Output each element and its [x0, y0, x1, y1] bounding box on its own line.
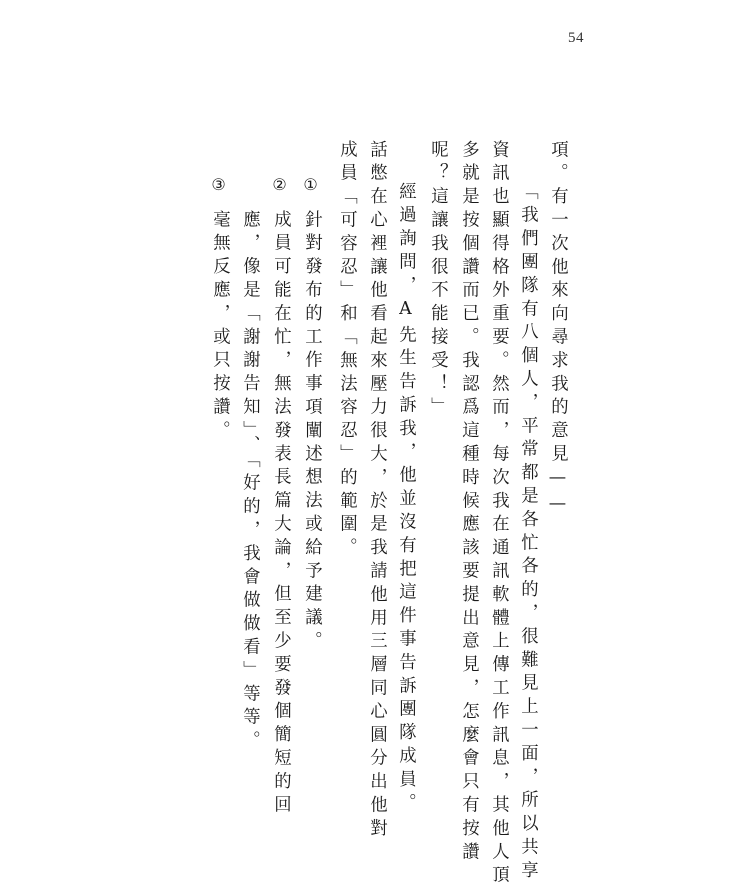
text-column: 呢？這讓我很不能接受！」	[427, 140, 448, 421]
text-column: 「我們團隊有八個人，平常都是各忙各的，很難見上一面，所以共享	[517, 182, 538, 884]
text-column: 經過詢問，A先生告訴我，他並沒有把這件事告訴團隊成員。	[395, 182, 416, 817]
text-column: 成員「可容忍」和「無法容忍」的範圍。	[336, 140, 357, 562]
list-item-3-line: 毫無反應，或只按讚。	[209, 210, 230, 444]
text-column: 多就是按個讚而已。我認爲這種時候應該要提出意見，怎麼會只有按讚	[458, 140, 479, 866]
list-item-1-line: 針對發布的工作事項闡述想法或給予建議。	[301, 210, 322, 655]
text-column: 話憋在心裡讓他看起來壓力很大，於是我請他用三層同心圓分出他對	[366, 140, 387, 842]
page-number: 54	[568, 30, 584, 46]
text-column: 項。有一次他來向尋求我的意見——	[547, 140, 568, 520]
list-marker-2: ②	[270, 175, 289, 194]
text-column: 資訊也顯得格外重要。然而，每次我在通訊軟體上傳工作訊息，其他人頂	[488, 140, 509, 889]
list-item-2-line: 成員可能在忙，無法發表長篇大論，但至少要發個簡短的回	[270, 210, 291, 819]
list-marker-3: ③	[209, 175, 228, 194]
list-marker-1: ①	[301, 175, 320, 194]
list-item-2-line: 應，像是「謝謝告知」、「好的，我會做做看」等等。	[239, 210, 260, 755]
